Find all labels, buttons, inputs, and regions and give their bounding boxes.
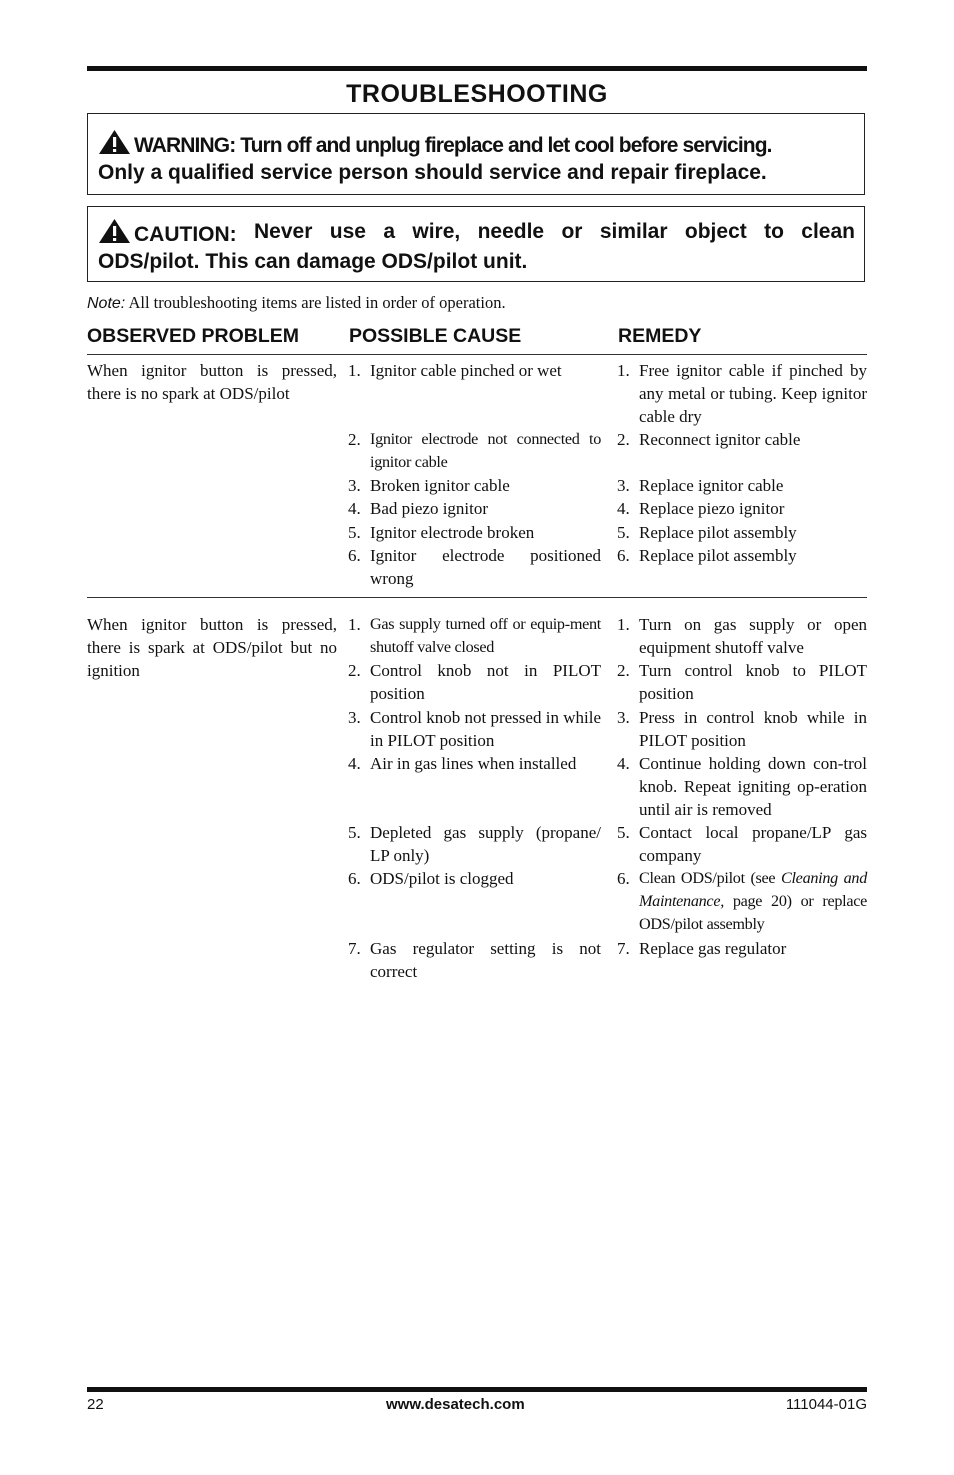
cross-reference: Cleaning and Maintenance, xyxy=(639,869,867,911)
caution-word: Never xyxy=(254,220,313,243)
cause-item: 3. Control knob not pressed in while in PILOT position xyxy=(348,708,601,751)
table-rule xyxy=(87,354,867,355)
remedy-item: 2. Reconnect ignitor cable xyxy=(617,430,801,449)
note xyxy=(87,293,506,313)
caution-word: CAUTION: xyxy=(98,218,237,248)
cause-item: 2. Ignitor electrode not connected to ignitor cable xyxy=(348,430,601,472)
caution-word: or xyxy=(561,220,583,243)
page-title: TROUBLESHOOTING xyxy=(346,80,608,108)
caution-line-2: ODS/pilot. This can damage ODS/pilot unit. xyxy=(98,250,528,273)
bottom-rule xyxy=(87,1387,867,1392)
caution-line-1 xyxy=(98,218,855,248)
warning-line-1 xyxy=(98,129,855,159)
cause-item: 3. Broken ignitor cable xyxy=(348,476,510,495)
problem-text: When ignitor button is pressed, there is spark at ODS/pilot but no ignition xyxy=(87,615,337,681)
remedy-item: 1. Turn on gas supply or open equipment shutoff valve xyxy=(617,615,867,658)
footer-url[interactable]: www.desatech.com xyxy=(386,1396,525,1413)
warning-text-1: WARNING: Turn off and unplug fireplace and let cool before servicing. xyxy=(134,134,772,157)
cause-item: 2. Control knob not in PILOT position xyxy=(348,661,601,704)
table-rule xyxy=(87,597,867,598)
remedy-item: 4. Replace piezo ignitor xyxy=(617,499,785,518)
cause-item: 1. Gas supply turned off or equip-ment shutoff valve closed xyxy=(348,615,601,657)
remedy-item: 3. Press in control knob while in PILOT position xyxy=(617,708,867,751)
warning-line-2: Only a qualified service person should service and repair fireplace. xyxy=(98,161,767,184)
remedy-item: 6. Clean ODS/pilot (see Cleaning and Maintenance, page 20) or replace ODS/pilot assembly xyxy=(617,869,867,934)
remedy-item: 3. Replace ignitor cable xyxy=(617,476,784,495)
header-observed-problem: OBSERVED PROBLEM xyxy=(87,325,300,347)
caution-word: similar xyxy=(599,220,668,243)
header-remedy: REMEDY xyxy=(618,325,702,347)
caution-word: use xyxy=(329,220,366,243)
remedy-item: 1. Free ignitor cable if pinched by any metal or tubing. Keep ignitor cable dry xyxy=(617,361,867,427)
remedy-item: 2. Turn control knob to PILOT position xyxy=(617,661,867,704)
cause-item: 6. Ignitor electrode positioned wrong xyxy=(348,546,601,589)
cause-item: 4. Bad piezo ignitor xyxy=(348,499,489,518)
note-label: Note: xyxy=(87,295,126,312)
caution-box xyxy=(87,206,865,282)
note-text: All troubleshooting items are listed in order of operation. xyxy=(128,293,506,312)
header-possible-cause: POSSIBLE CAUSE xyxy=(349,325,522,347)
cause-item: 6. ODS/pilot is clogged xyxy=(348,869,514,888)
cause-item: 1. Ignitor cable pinched or wet xyxy=(348,361,562,380)
remedy-item: 7. Replace gas regulator xyxy=(617,939,787,958)
caution-word: object xyxy=(684,220,747,243)
caution-word: wire, xyxy=(412,220,461,243)
cause-item: 7. Gas regulator setting is not correct xyxy=(348,939,601,982)
caution-triangle-icon xyxy=(98,218,131,244)
caution-word: needle xyxy=(477,220,545,243)
problem-text: When ignitor button is pressed, there is no spark at ODS/pilot xyxy=(87,361,337,404)
document-code: 111044-01G xyxy=(785,1396,867,1413)
cause-item: 5. Ignitor electrode broken xyxy=(348,523,535,542)
caution-word: clean xyxy=(801,220,855,243)
remedy-item: 5. Contact local propane/LP gas company xyxy=(617,823,867,866)
top-rule xyxy=(87,66,867,71)
cause-item: 5. Depleted gas supply (propane/ LP only) xyxy=(348,823,601,866)
remedy-item: 6. Replace pilot assembly xyxy=(617,546,797,565)
caution-word: to xyxy=(764,220,784,243)
caution-word: a xyxy=(383,220,395,243)
remedy-item: 5. Replace pilot assembly xyxy=(617,523,797,542)
warning-box xyxy=(87,113,865,195)
remedy-item: 4. Continue holding down con-trol knob. Repeat igniting op-eration until air is removed xyxy=(617,754,867,820)
warning-triangle-icon xyxy=(98,129,131,155)
page-number: 22 xyxy=(87,1396,104,1413)
cause-item: 4. Air in gas lines when installed xyxy=(348,754,577,773)
